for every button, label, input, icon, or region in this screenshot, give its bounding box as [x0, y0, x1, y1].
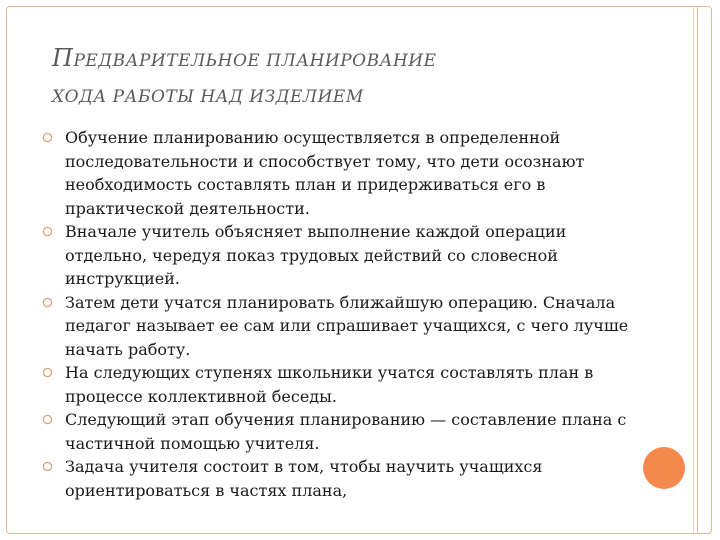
accent-circle: [643, 447, 685, 489]
bullet-text: Следующий этап обучения планированию — составление плана с частичной помощью учителя.: [65, 410, 627, 453]
circle-outline-icon: [42, 367, 53, 378]
title-line-1: [52, 40, 652, 79]
list-item: [40, 408, 630, 455]
bullet-text: Задача учителя состоит в том, чтобы научить учащихся ориентироваться в частях плана,: [65, 457, 543, 500]
title-line-1-text: РЕДВАРИТЕЛЬНОЕ ПЛАНИРОВАНИЕ: [73, 51, 437, 71]
bullet-text: Обучение планированию осуществляется в определенной последовательности и способствует тому, что дети осознают необходимость составлять план и придерживаться его в практической деятельности.: [65, 128, 585, 218]
title-line-2-text: ХОДА РАБОТЫ НАД ИЗДЕЛИЕМ: [52, 87, 364, 107]
circle-outline-icon: [42, 461, 53, 472]
list-item: [40, 455, 630, 502]
circle-outline-icon: [42, 132, 53, 143]
circle-outline-icon: [42, 414, 53, 425]
circle-outline-icon: [42, 297, 53, 308]
bullet-list: [40, 126, 630, 502]
frame-line-inner: [693, 6, 694, 534]
bullet-text: Вначале учитель объясняет выполнение каждой операции отдельно, чередуя показ трудовых действий со словесной инструкцией.: [65, 222, 567, 288]
title-line-2: [52, 79, 652, 115]
slide-title: [52, 40, 652, 115]
bullet-text: Затем дети учатся планировать ближайшую операцию. Сначала педагог называет ее сам или спрашивает учащихся, с чего лучше начать работу.: [65, 292, 629, 359]
list-item: [40, 291, 630, 362]
title-initial: П: [52, 44, 74, 72]
list-item: [40, 126, 630, 220]
circle-outline-icon: [42, 226, 53, 237]
bullet-text: На следующих ступенях школьники учатся составлять план в процессе коллективной беседы.: [65, 363, 594, 406]
frame-line: [697, 6, 698, 534]
list-item: [40, 220, 630, 291]
list-item: [40, 361, 630, 408]
